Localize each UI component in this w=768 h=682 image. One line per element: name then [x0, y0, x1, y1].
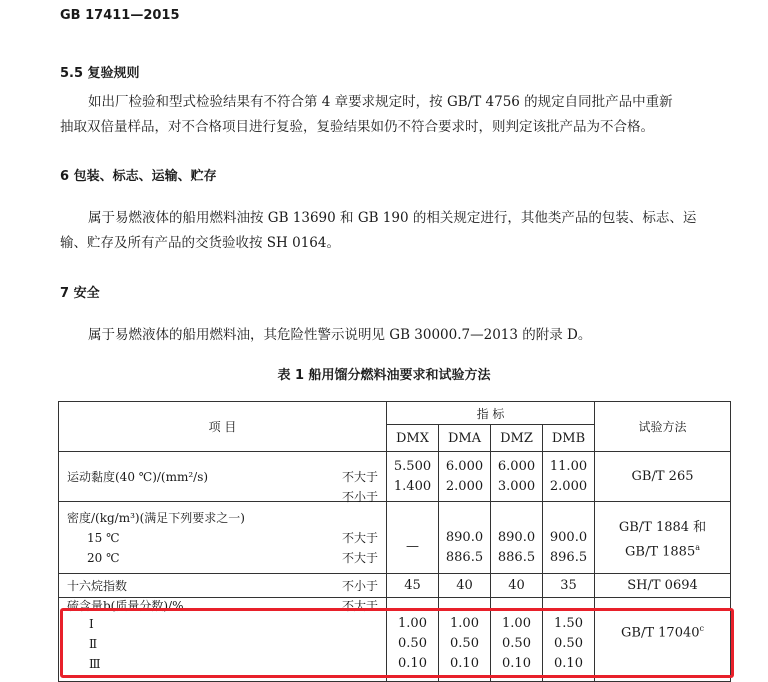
value-cell: 890.0: [445, 529, 484, 545]
value-cell: 1.50: [554, 616, 583, 631]
grade-header: DMX: [387, 425, 439, 452]
value-cell: 1.00: [502, 616, 531, 631]
value-cell: 1.00: [398, 616, 427, 631]
method-cell: SH/T 0694: [595, 574, 731, 598]
sub-label: 20 ℃: [87, 550, 120, 565]
grade-header: DMA: [439, 425, 491, 452]
method-line: GB/T 1884 和: [618, 519, 707, 535]
value-cell: 35: [543, 574, 595, 598]
value-cell: 900.0: [549, 529, 588, 545]
method-cell: GB/T 265: [595, 452, 731, 502]
condition: 不大于: [341, 469, 378, 484]
section-6-heading: 6 包装、标志、运输、贮存: [60, 169, 217, 184]
grade-header: DMZ: [491, 425, 543, 452]
sub-label: Ⅱ: [89, 637, 98, 651]
table-title: 表 1 船用馏分燃料油要求和试验方法: [277, 368, 491, 383]
condition: 不小于: [341, 579, 378, 593]
value-cell: —: [406, 539, 419, 554]
sub-label: 15 ℃: [87, 530, 120, 545]
row-label: 十六烷指数: [67, 579, 128, 593]
value-cell: 0.10: [398, 656, 427, 671]
condition: 不大于: [341, 530, 378, 545]
value-cell: 2.000: [445, 478, 484, 494]
row-label: 运动黏度(40 ℃)/(mm²/s): [67, 469, 209, 484]
value-cell: 896.5: [549, 549, 588, 565]
value-cell: 6.000: [497, 458, 536, 474]
value-cell: 3.000: [497, 478, 536, 494]
paragraph-line: 如出厂检验和型式检验结果有不符合第 4 章要求规定时，按 GB/T 4756 的规定自同批产品中重新: [88, 94, 673, 110]
sub-label: Ⅲ: [89, 657, 101, 671]
table-header-row: [59, 402, 731, 425]
sub-label: Ⅰ: [89, 617, 94, 631]
value-cell: 886.5: [497, 549, 536, 565]
value-cell: 11.00: [549, 458, 588, 474]
value-cell: 1.00: [450, 616, 479, 631]
section-7-paragraph: [60, 323, 740, 348]
paragraph-line: 抽取双倍量样品，对不合格项目进行复验，复验结果如仍不符合要求时，则判定该批产品为不合格。: [60, 119, 654, 135]
paragraph-line: 输、贮存及所有产品的交货验收按 SH 0164。: [60, 235, 340, 251]
value-cell: 45: [387, 574, 439, 598]
value-cell: 0.50: [554, 636, 583, 651]
row-label: 硫含量b(质量分数)/%: [67, 599, 184, 613]
value-cell: 40: [491, 574, 543, 598]
value-cell: 0.10: [502, 656, 531, 671]
cetane-row: [59, 574, 731, 598]
value-cell: 2.000: [549, 478, 588, 494]
highlight-box: [60, 608, 734, 678]
viscosity-row: [59, 452, 731, 502]
value-cell: 40: [439, 574, 491, 598]
value-cell: 5.500: [393, 458, 432, 474]
value-cell: 0.50: [398, 636, 427, 651]
value-cell: 890.0: [497, 529, 536, 545]
condition: 不大于: [341, 550, 378, 565]
index-header: 指 标: [387, 402, 595, 425]
method-cell: GB/T 17040$^c$: [595, 598, 731, 682]
section-5-5-heading: 5.5 复验规则: [60, 66, 140, 81]
value-cell: 6.000: [445, 458, 484, 474]
value-cell: 886.5: [445, 549, 484, 565]
paragraph-line: 属于易燃液体的船用燃料油，其危险性警示说明见 GB 30000.7—2013 的附录 D。: [88, 327, 592, 343]
method-line: GB/T 1885$^a$: [625, 542, 701, 559]
method-header: 试验方法: [595, 402, 731, 452]
paragraph-line: 属于易燃液体的船用燃料油按 GB 13690 和 GB 190 的相关规定进行，其他类产品的包装、标志、运: [88, 210, 697, 226]
section-5-5-paragraph: [60, 90, 740, 140]
standard-number: GB 17411—2015: [60, 8, 180, 23]
value-cell: 0.10: [554, 656, 583, 671]
value-cell: 1.400: [393, 478, 432, 494]
condition: 不大于: [341, 599, 378, 613]
item-header: 项 目: [59, 402, 387, 452]
row-label: 密度/(kg/m³)(满足下列要求之一): [67, 510, 245, 525]
density-row: [59, 502, 731, 574]
condition: 不小于: [341, 489, 378, 504]
value-cell: 0.50: [502, 636, 531, 651]
value-cell: 0.50: [450, 636, 479, 651]
section-6-paragraph: [60, 206, 740, 256]
section-7-heading: 7 安全: [60, 286, 100, 301]
value-cell: 0.10: [450, 656, 479, 671]
grade-header: DMB: [543, 425, 595, 452]
